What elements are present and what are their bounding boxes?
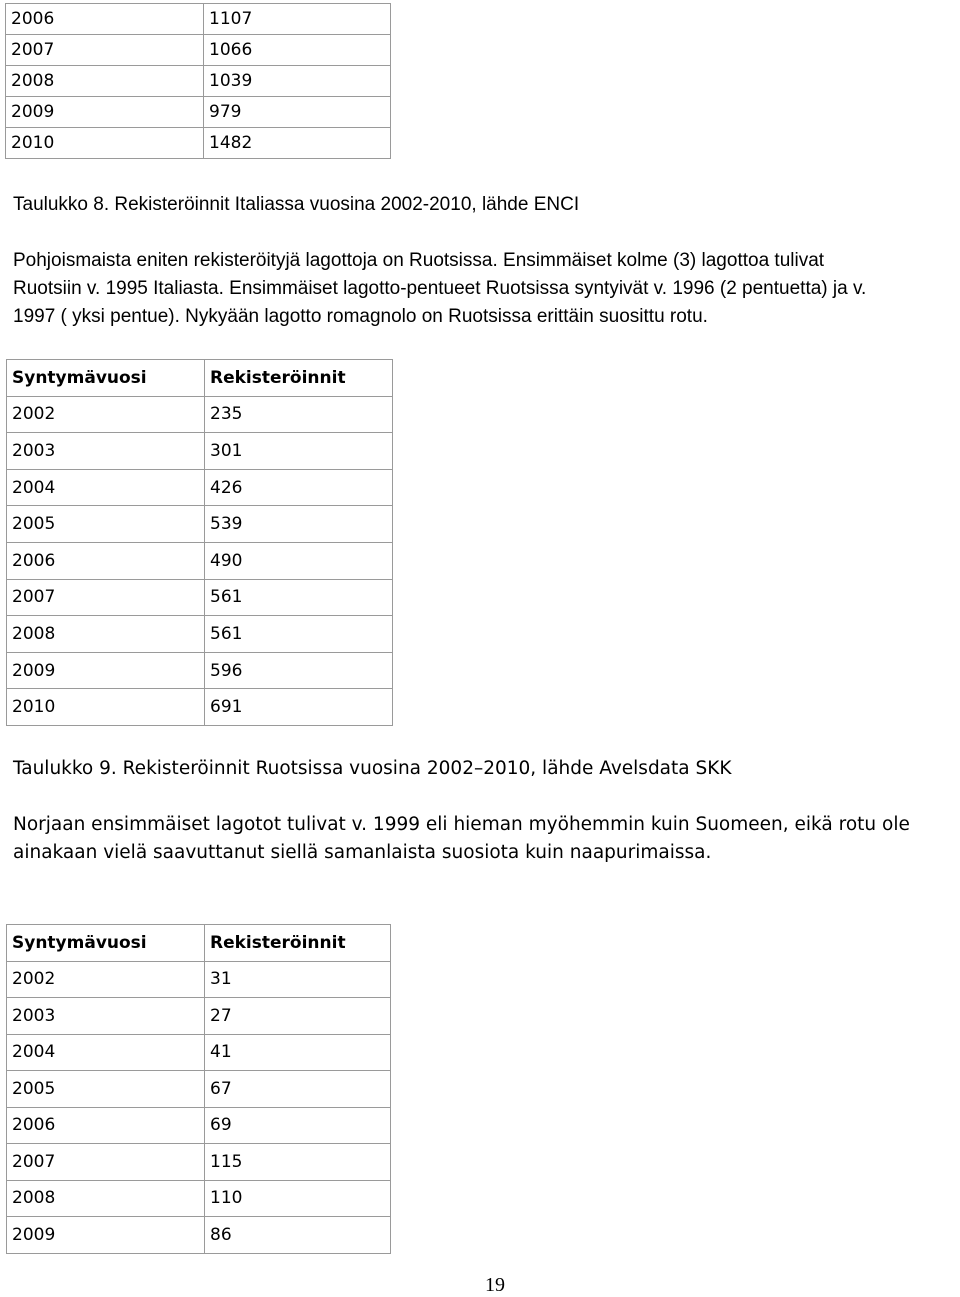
table-row [6, 4, 391, 35]
table-row [7, 1217, 391, 1254]
table-row [6, 97, 391, 128]
year-cell: 2002 [7, 961, 205, 998]
count-cell: 27 [205, 998, 391, 1035]
count-cell: 110 [205, 1180, 391, 1217]
count-cell: 539 [205, 506, 393, 543]
column-header-registrations: Rekisteröinnit [205, 925, 391, 962]
count-cell: 979 [204, 97, 391, 128]
paragraph-norway [13, 811, 910, 867]
count-cell: 1066 [204, 35, 391, 66]
year-cell: 2005 [7, 1071, 205, 1108]
count-cell: 1482 [204, 128, 391, 159]
count-cell: 1107 [204, 4, 391, 35]
count-cell: 426 [205, 469, 393, 506]
paragraph-line: ainakaan vielä saavuttanut siellä samanlaista suosiota kuin naapurimaissa. [13, 842, 712, 863]
table-caption-italy: Taulukko 8. Rekisteröinnit Italiassa vuosina 2002-2010, lähde ENCI [13, 194, 580, 215]
table-row [7, 1107, 391, 1144]
count-cell: 31 [205, 961, 391, 998]
year-cell: 2006 [7, 1107, 205, 1144]
table-header [7, 360, 393, 397]
count-cell: 490 [205, 542, 393, 579]
table-caption-sweden: Taulukko 9. Rekisteröinnit Ruotsissa vuosina 2002–2010, lähde Avelsdata SKK [13, 758, 732, 779]
year-cell: 2009 [7, 652, 205, 689]
table-header-row [7, 360, 393, 397]
table-header [7, 925, 391, 962]
table-row [7, 1071, 391, 1108]
year-cell: 2002 [7, 396, 205, 433]
year-cell: 2003 [7, 433, 205, 470]
year-cell: 2009 [6, 97, 204, 128]
count-cell: 1039 [204, 66, 391, 97]
table-body [7, 396, 393, 725]
registrations-table-sweden [6, 359, 393, 726]
year-cell: 2006 [6, 4, 204, 35]
paragraph-line: Norjaan ensimmäiset lagotot tulivat v. 1999 eli hieman myöhemmin kuin Suomeen, eikä rotu ole [13, 814, 910, 835]
paragraph-line: Pohjoismaista eniten rekisteröityjä lagottoja on Ruotsissa. Ensimmäiset kolme (3) lagottoa tulivat [13, 250, 825, 271]
table-row [6, 66, 391, 97]
table-row [7, 652, 393, 689]
count-cell: 561 [205, 579, 393, 616]
table-row [7, 961, 391, 998]
count-cell: 86 [205, 1217, 391, 1254]
page-number: 19 [485, 1274, 505, 1296]
year-cell: 2008 [7, 1180, 205, 1217]
table-row [7, 1144, 391, 1181]
count-cell: 596 [205, 652, 393, 689]
count-cell: 235 [205, 396, 393, 433]
year-cell: 2010 [7, 689, 205, 726]
column-header-registrations: Rekisteröinnit [205, 360, 393, 397]
paragraph-line: Ruotsiin v. 1995 Italiasta. Ensimmäiset lagotto-pentueet Ruotsissa syntyivät v. 1996 (2 pentuetta) ja v. [13, 278, 867, 299]
year-cell: 2006 [7, 542, 205, 579]
table-row [7, 469, 393, 506]
year-cell: 2005 [7, 506, 205, 543]
count-cell: 301 [205, 433, 393, 470]
registrations-table-italy-continued [5, 3, 391, 159]
registrations-table-norway [6, 924, 391, 1254]
column-header-year: Syntymävuosi [7, 925, 205, 962]
table-row [7, 616, 393, 653]
year-cell: 2004 [7, 469, 205, 506]
year-cell: 2007 [7, 579, 205, 616]
year-cell: 2008 [7, 616, 205, 653]
table-row [6, 128, 391, 159]
table-body [7, 961, 391, 1253]
year-cell: 2009 [7, 1217, 205, 1254]
year-cell: 2007 [7, 1144, 205, 1181]
table-row [7, 1180, 391, 1217]
count-cell: 561 [205, 616, 393, 653]
table-row [7, 998, 391, 1035]
count-cell: 69 [205, 1107, 391, 1144]
count-cell: 115 [205, 1144, 391, 1181]
paragraph-sweden [13, 247, 866, 331]
year-cell: 2008 [6, 66, 204, 97]
table-row [7, 396, 393, 433]
table-row [7, 433, 393, 470]
count-cell: 67 [205, 1071, 391, 1108]
year-cell: 2010 [6, 128, 204, 159]
year-cell: 2003 [7, 998, 205, 1035]
count-cell: 691 [205, 689, 393, 726]
table-row [7, 1034, 391, 1071]
year-cell: 2007 [6, 35, 204, 66]
count-cell: 41 [205, 1034, 391, 1071]
table-row [7, 542, 393, 579]
table-body [6, 4, 391, 159]
year-cell: 2004 [7, 1034, 205, 1071]
table-row [7, 506, 393, 543]
paragraph-line: 1997 ( yksi pentue). Nykyään lagotto romagnolo on Ruotsissa erittäin suosittu rotu. [13, 306, 708, 327]
table-row [6, 35, 391, 66]
table-header-row [7, 925, 391, 962]
column-header-year: Syntymävuosi [7, 360, 205, 397]
table-row [7, 689, 393, 726]
table-row [7, 579, 393, 616]
